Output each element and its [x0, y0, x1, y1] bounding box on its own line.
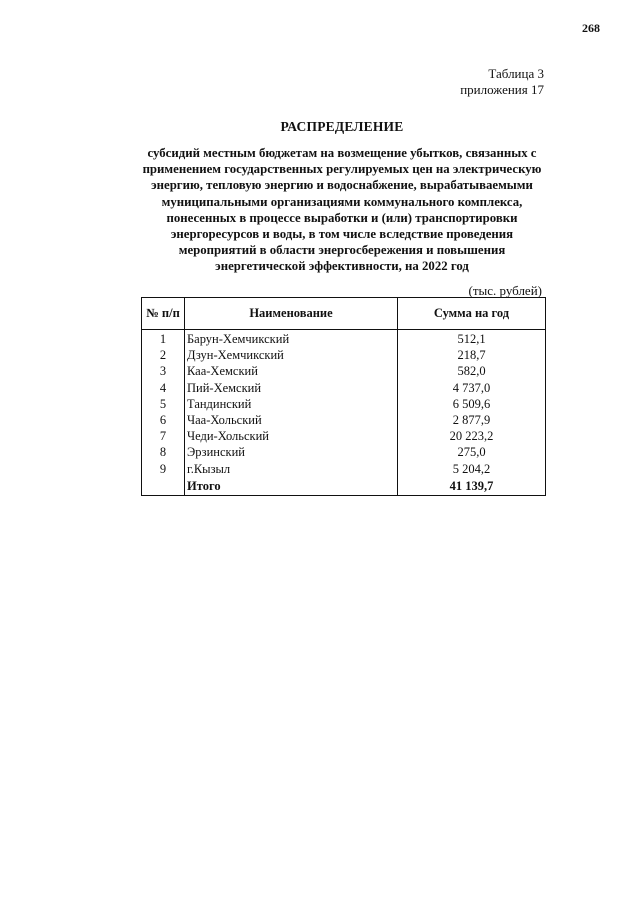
row-number: 7 [142, 428, 185, 444]
subtitle-line: энергетической эффективности, на 2022 год [215, 259, 469, 274]
row-sum: 582,0 [398, 363, 546, 379]
row-number: 6 [142, 412, 185, 428]
table-total-row [142, 477, 546, 496]
table-row [142, 461, 546, 477]
document-subtitle [136, 145, 548, 275]
row-number: 3 [142, 363, 185, 379]
row-name: Эрзинский [185, 444, 398, 460]
subtitle-line: энергоресурсов и воды, в том числе вследствие проведения [170, 227, 514, 242]
row-sum: 275,0 [398, 444, 546, 460]
row-sum: 5 204,2 [398, 461, 546, 477]
subtitle-line: понесенных в процессе выработки и (или) транспортировки [166, 210, 518, 225]
header-number: № п/п [142, 298, 185, 330]
row-number: 1 [142, 330, 185, 348]
row-name: Чеди-Хольский [185, 428, 398, 444]
total-value: 41 139,7 [398, 477, 546, 496]
subtitle-line: субсидий местным бюджетам на возмещение убытков, связанных с [147, 146, 537, 160]
table-row [142, 428, 546, 444]
subtitle-line: мероприятий в области энергосбережения и повышения [178, 243, 506, 258]
total-number-cell [142, 477, 185, 496]
row-name: Каа-Хемский [185, 363, 398, 379]
subtitle-line: энергию, тепловую энергию и водоснабжение, вырабатываемыми [151, 178, 533, 193]
subtitle-line: применением государственных регулируемых цен на электрическую [142, 162, 542, 177]
row-name: Тандинский [185, 396, 398, 412]
row-sum: 512,1 [398, 330, 546, 348]
row-sum: 4 737,0 [398, 380, 546, 396]
header-name: Наименование [185, 298, 398, 330]
row-name: Барун-Хемчикский [185, 330, 398, 348]
table-row [142, 347, 546, 363]
row-name: г.Кызыл [185, 461, 398, 477]
row-name: Чаа-Хольский [185, 412, 398, 428]
table-row [142, 380, 546, 396]
table-header-row [142, 298, 546, 330]
row-number: 8 [142, 444, 185, 460]
table-row [142, 412, 546, 428]
header-sum: Сумма на год [398, 298, 546, 330]
table-row [142, 330, 546, 348]
annex-reference [420, 66, 544, 98]
annex-line-2: приложения 17 [460, 82, 544, 97]
table-row [142, 363, 546, 379]
table-row [142, 396, 546, 412]
annex-line-1: Таблица 3 [488, 66, 544, 81]
units-note: (тыс. рублей) [468, 283, 542, 298]
row-name: Пий-Хемский [185, 380, 398, 396]
distribution-table [141, 297, 546, 496]
row-number: 4 [142, 380, 185, 396]
row-number: 5 [142, 396, 185, 412]
row-sum: 6 509,6 [398, 396, 546, 412]
row-sum: 218,7 [398, 347, 546, 363]
table-row [142, 444, 546, 460]
row-sum: 20 223,2 [398, 428, 546, 444]
row-name: Дзун-Хемчикский [185, 347, 398, 363]
row-number: 2 [142, 347, 185, 363]
document-title: РАСПРЕДЕЛЕНИЕ [280, 119, 404, 134]
subtitle-line: муниципальными организациями коммунального комплекса, [161, 194, 523, 209]
row-sum: 2 877,9 [398, 412, 546, 428]
page-number: 268 [582, 21, 600, 35]
row-number: 9 [142, 461, 185, 477]
total-label: Итого [185, 477, 398, 496]
